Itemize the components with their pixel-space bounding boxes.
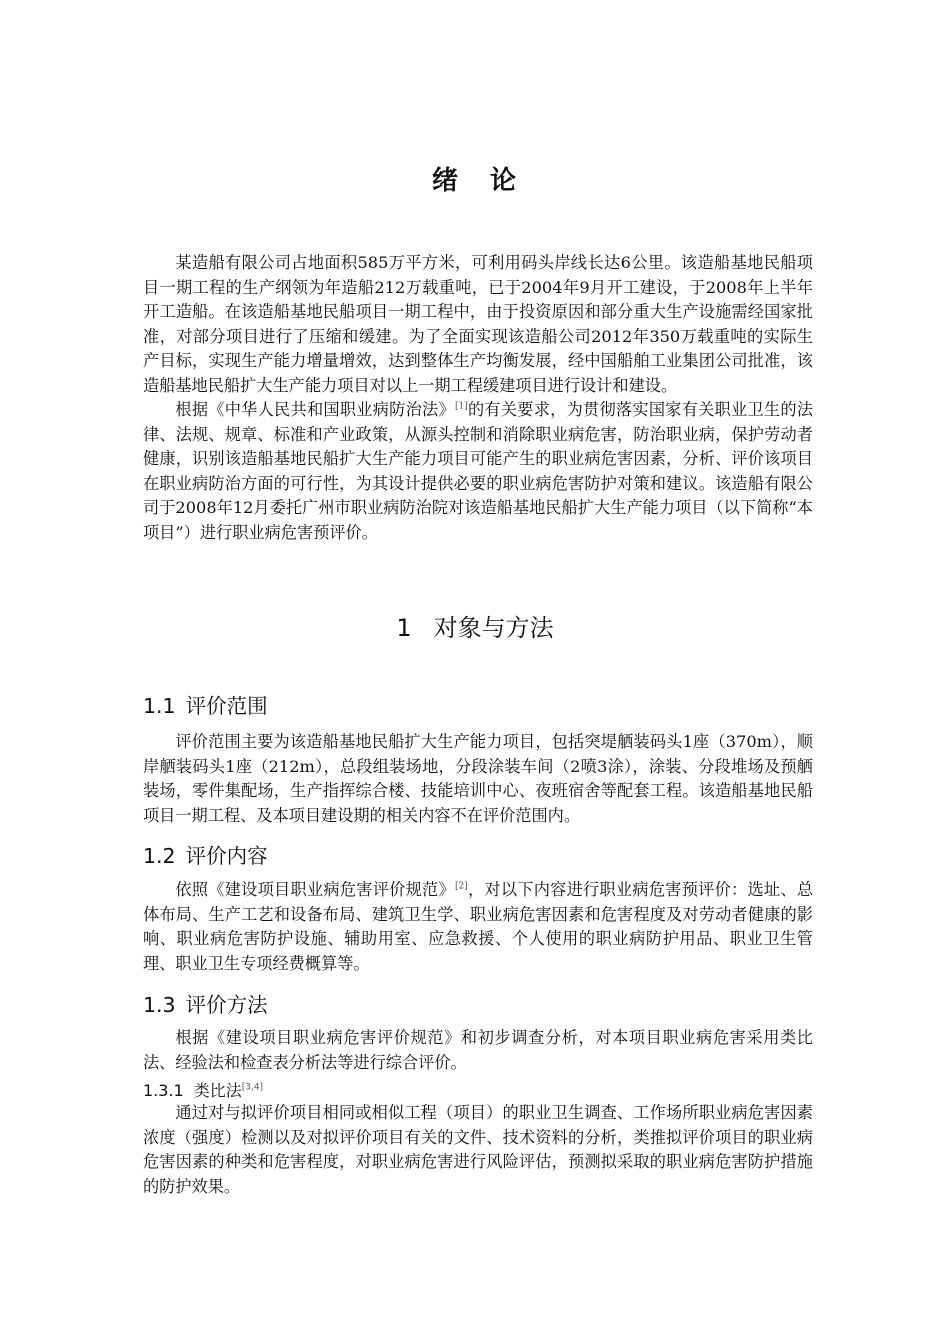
- section-1-2-title: 评价内容: [185, 844, 268, 868]
- section-1-1-number: 1.1: [143, 694, 176, 718]
- intro-title: [0, 160, 950, 197]
- section-1-2-text-a: 依照《建设项目职业病危害评价规范》: [175, 880, 455, 899]
- section-1-1-title: 评价范围: [185, 694, 268, 718]
- citation-ref-2: [2]: [454, 881, 468, 892]
- citation-ref-1: [1]: [454, 401, 468, 412]
- intro-title-char-1: 绪: [431, 166, 460, 196]
- section-1-3-1-number: 1.3.1: [143, 1081, 184, 1100]
- section-1-3-body: [143, 1026, 813, 1075]
- chapter-1-title: [0, 608, 950, 643]
- intro-paragraph-1: 某造船有限公司占地面积585万平方米，可利用码头岸线长达6公里。该造船基地民船项目一期工程的生产纲领为年造船212万载重吨，已于2004年9月开工建设，于2008年上半年开工造船。在该造船基地民船项目一期工程中，由于投资原因和部分重大生产设施需经国家批准，对部分项目进行了压缩和缓建。为了全面实现该造船公司2012年350万载重吨的实际生产目标，实现生产能力增量增效，达到整体生产均衡发展，经中国船舶工业集团公司批准，该造船基地民船扩大生产能力项目对以上一期工程缓建项目进行设计和建设。: [143, 253, 813, 395]
- citation-ref-3-4: [3,4]: [241, 1082, 264, 1093]
- section-1-2-number: 1.2: [143, 844, 176, 868]
- section-1-3-1-body: [143, 1101, 813, 1199]
- section-1-3-1-paragraph: 通过对与拟评价项目相同或相似工程（项目）的职业卫生调查、工作场所职业病危害因素浓度（强度）检测以及对拟评价项目有关的文件、技术资料的分析，类推拟评价项目的职业病危害因素的种类和危害程度，对职业病危害进行风险评估，预测拟采取的职业病危害防护措施的防护效果。: [143, 1103, 813, 1196]
- section-1-2-paragraph: [143, 878, 813, 976]
- section-1-1-body: [143, 730, 813, 828]
- intro-title-char-2: 论: [490, 166, 519, 196]
- section-1-2-text-b: ，对以下内容进行职业病危害预评价：选址、总体布局、生产工艺和设备布局、建筑卫生学、职业病危害因素和危害程度及对劳动者健康的影响、职业病危害防护设施、辅助用室、应急救援、个人使用的职业病防护用品、职业卫生管理、职业卫生专项经费概算等。: [143, 880, 814, 973]
- section-1-3-paragraph: 根据《建设项目职业病危害评价规范》和初步调查分析，对本项目职业病危害采用类比法、经验法和检查表分析法等进行综合评价。: [143, 1028, 813, 1072]
- section-1-1-paragraph: 评价范围主要为该造船基地民船扩大生产能力项目，包括突堤舾装码头1座（370m），顺岸舾装码头1座（212m），总段组装场地，分段涂装车间（2喷3涂），涂装、分段堆场及预舾装场，零件集配场，生产指挥综合楼、技能培训中心、夜班宿舍等配套工程。该造船基地民船项目一期工程、及本项目建设期的相关内容不在评价范围内。: [143, 732, 813, 825]
- chapter-1-title-text: 对象与方法: [433, 614, 554, 642]
- section-1-3-1-heading: [143, 1078, 263, 1101]
- section-1-2-heading: [143, 839, 268, 869]
- intro-body: [143, 251, 813, 545]
- intro-paragraph-2-text-b: 的有关要求，为贯彻落实国家有关职业卫生的法律、法规、规章、标准和产业政策，从源头控制和消除职业病危害，防治职业病，保护劳动者健康，识别该造船基地民船扩大生产能力项目可能产生的职业病危害因素，分析、评价该项目在职业病防治方面的可行性，为其设计提供必要的职业病危害防护对策和建议。该造船有限公司于2008年12月委托广州市职业病防治院对该造船基地民船扩大生产能力项目（以下简称“本项目”）进行职业病危害预评价。: [143, 400, 814, 542]
- section-1-1-heading: [143, 689, 268, 719]
- section-1-3-number: 1.3: [143, 993, 176, 1017]
- section-1-3-1-title: 类比法: [193, 1081, 242, 1100]
- section-1-3-title: 评价方法: [185, 993, 268, 1017]
- intro-paragraph-2: [143, 398, 813, 545]
- section-1-3-heading: [143, 988, 268, 1018]
- chapter-1-number: 1: [396, 614, 412, 642]
- intro-paragraph-2-text-a: 根据《中华人民共和国职业病防治法》: [175, 400, 455, 419]
- section-1-2-body: [143, 878, 813, 976]
